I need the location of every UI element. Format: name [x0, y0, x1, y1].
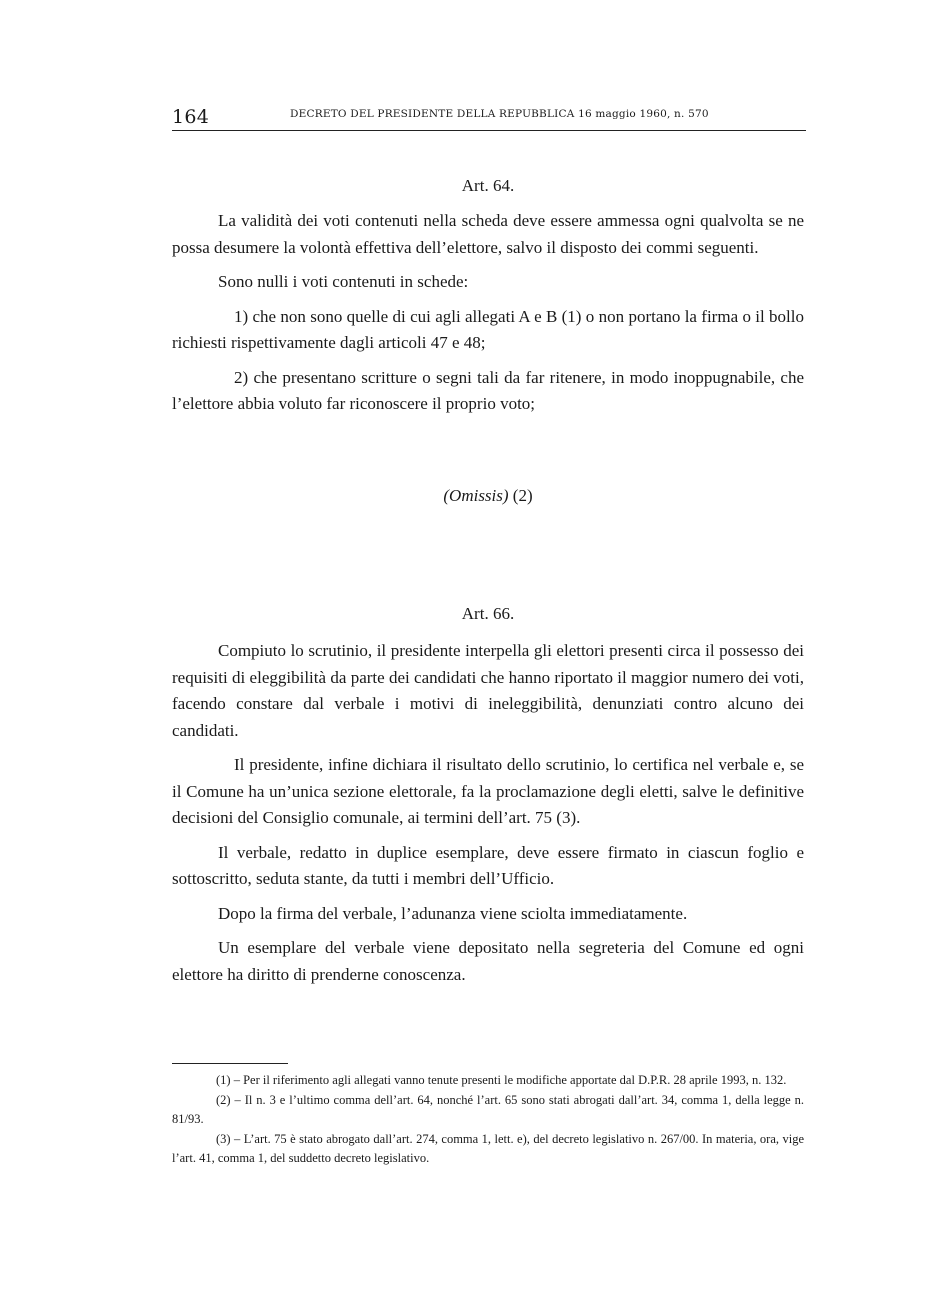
article-66-paragraph-3: Il verbale, redatto in duplice esemplare, deve essere firmato in ciascun foglio e sottoscritto, seduta stante, da tutti i membri dell’Ufficio.: [172, 842, 804, 888]
article-64-item-2: 2) che presentano scritture o segni tali da far ritenere, in modo inoppugnabile, che l’elettore abbia voluto far riconoscere il proprio voto;: [172, 367, 804, 413]
footnote-3: (3) – L’art. 75 è stato abrogato dall’art. 274, comma 1, lett. e), del decreto legislativo n. 267/00. In materia, ora, vige l’art. 41, comma 1, del suddetto decreto legislativo.: [172, 1131, 804, 1165]
omissis-label: (Omissis): [443, 486, 509, 505]
article-66-paragraph-1: Compiuto lo scrutinio, il presidente interpella gli elettori presenti circa il possesso dei requisiti di eleggibilità da parte dei candidati che hanno riportato il maggior numero dei voti, facendo constare dal verbale i motivi di ineleggibilità, denunziati contro alcuno dei candidati.: [172, 641, 804, 740]
article-64-item-1: 1) che non sono quelle di cui agli allegati A e B (1) o non portano la firma o il bollo richiesti rispettivamente dagli articoli 47 e 48;: [172, 306, 804, 352]
footnote-2: (2) – Il n. 3 e l’ultimo comma dell’art. 64, nonché l’art. 65 sono stati abrogati dall’art. 34, comma 1, della legge n. 81/93.: [172, 1092, 804, 1126]
article-66-title: Art. 66.: [461, 604, 515, 623]
article-66-paragraph-4: Dopo la firma del verbale, l’adunanza viene sciolta immediatamente.: [218, 903, 688, 923]
running-header: [172, 104, 806, 131]
header-title-date: 16 maggio 1960, n. 570: [578, 108, 709, 120]
footnote-1: (1) – Per il riferimento agli allegati vanno tenute presenti le modifiche apportate dal D.P.R. 28 aprile 1993, n. 132.: [216, 1073, 787, 1087]
article-64-title: Art. 64.: [461, 176, 515, 195]
article-64-body: [172, 208, 804, 418]
article-66-paragraph-2: Il presidente, infine dichiara il risultato dello scrutinio, lo certifica nel verbale e, se il Comune ha un’unica sezione elettorale, fa la proclamazione degli eletti, salve le definitive decisioni del Consiglio comunale, ai termini dell’art. 75 (3).: [172, 755, 804, 827]
article-64-paragraph-1: La validità dei voti contenuti nella scheda deve essere ammessa ogni qualvolta se ne possa desumere la volontà effettiva dell’elettore, salvo il disposto dei commi seguenti.: [172, 211, 804, 257]
page-number: 164: [172, 106, 210, 128]
footnotes: [172, 1071, 804, 1169]
footnote-separator: [172, 1063, 288, 1064]
article-64-paragraph-2: Sono nulli i voti contenuti in schede:: [218, 272, 469, 291]
header-title-caps: DECRETO DEL PRESIDENTE DELLA REPUBBLICA: [290, 108, 575, 120]
omissis-footnote-ref: (2): [508, 486, 533, 505]
header-title: [290, 108, 709, 120]
omissis-note: [172, 486, 804, 506]
article-66-body: [172, 638, 804, 988]
article-66-paragraph-5: Un esemplare del verbale viene depositato nella segreteria del Comune ed ogni elettore ha diritto di prenderne conoscenza.: [172, 938, 804, 984]
